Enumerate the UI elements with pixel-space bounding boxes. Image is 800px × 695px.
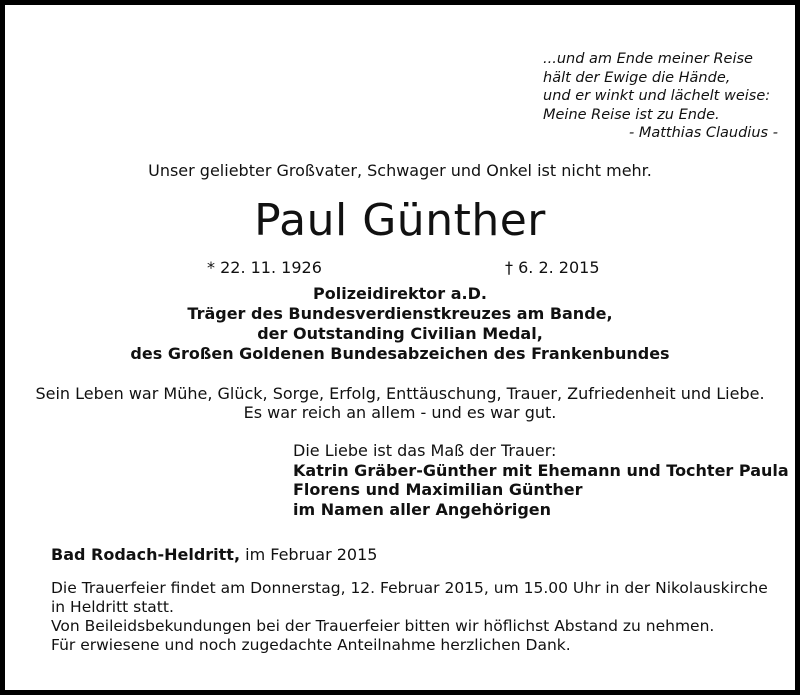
note-line: in Heldritt statt.	[51, 598, 174, 616]
note-line: Die Trauerfeier findet am Donnerstag, 12. Februar 2015, um 15.00 Uhr in der Nikolauskirche	[51, 579, 768, 597]
mourners-heading: Die Liebe ist das Maß der Trauer:	[293, 441, 557, 460]
poem-quote	[543, 50, 778, 143]
poem-line: und er winkt und lächelt weise:	[543, 88, 771, 104]
poem-line: ...und am Ende meiner Reise	[543, 51, 753, 67]
title-line: Träger des Bundesverdienstkreuzes am Bande,	[187, 304, 613, 323]
title-line: Polizeidirektor a.D.	[313, 284, 487, 303]
mourners-block	[293, 441, 789, 519]
mourner-line: im Namen aller Angehörigen	[293, 499, 552, 519]
title-line: des Großen Goldenen Bundesabzeichen des Frankenbundes	[130, 344, 670, 363]
note-line: Für erwiesene und noch zugedachte Anteilnahme herzlichen Dank.	[51, 636, 571, 654]
title-line: der Outstanding Civilian Medal,	[257, 324, 543, 343]
place-town: Bad Rodach-Heldritt,	[51, 545, 241, 564]
life-summary	[5, 384, 795, 422]
poem-author: - Matthias Claudius -	[629, 125, 778, 141]
life-line: Es war reich an allem - und es war gut.	[243, 403, 557, 422]
note-line: Von Beileidsbekundungen bei der Trauerfeier bitten wir höflichst Abstand zu nehmen.	[51, 617, 715, 635]
death-date: † 6. 2. 2015	[505, 258, 600, 277]
place-month: im Februar 2015	[240, 545, 378, 564]
birth-date: * 22. 11. 1926	[207, 258, 322, 277]
poem-line: hält der Ewige die Hände,	[543, 69, 731, 86]
intro-line: Unser geliebter Großvater, Schwager und Onkel ist nicht mehr.	[148, 161, 652, 180]
mourner-line: Florens und Maximilian Günther	[293, 480, 583, 499]
mourner-line: Katrin Gräber-Günther mit Ehemann und Tochter Paula	[293, 460, 789, 480]
funeral-notes	[51, 579, 768, 655]
deceased-name: Paul Günther	[254, 195, 546, 246]
honors-titles	[5, 284, 795, 364]
poem-line: Meine Reise ist zu Ende.	[543, 106, 720, 123]
life-line: Sein Leben war Mühe, Glück, Sorge, Erfolg, Enttäuschung, Trauer, Zufriedenheit und Liebe.	[35, 384, 765, 403]
place-date	[51, 545, 377, 564]
